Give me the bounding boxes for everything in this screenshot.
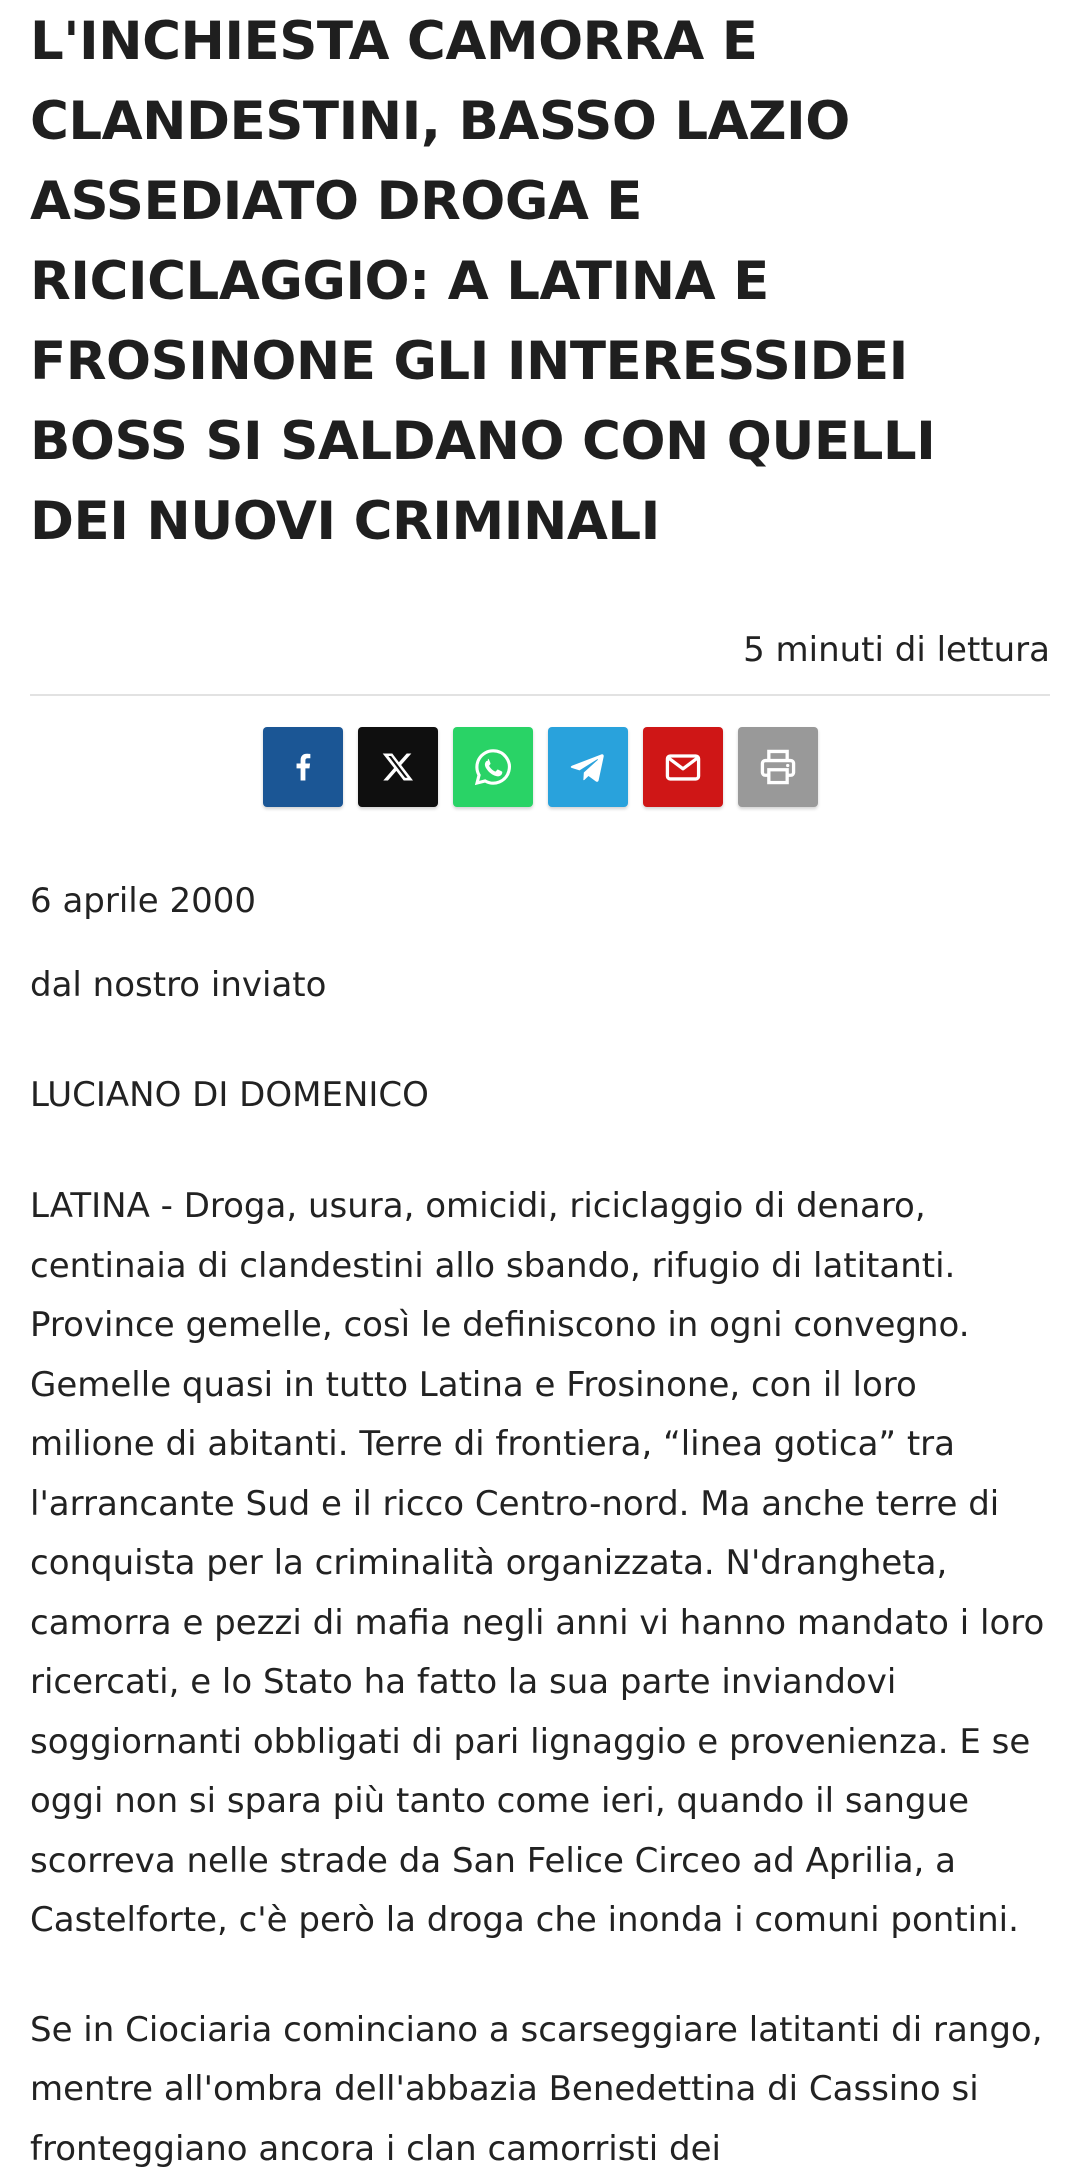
article-author: LUCIANO DI DOMENICO — [30, 1073, 1050, 1117]
share-bar — [30, 727, 1050, 807]
divider — [30, 694, 1050, 696]
share-facebook-button[interactable] — [263, 727, 343, 807]
article-dateline: dal nostro inviato — [30, 963, 1050, 1007]
article-paragraph: LATINA - Droga, usura, omicidi, riciclaggio di denaro, centinaia di clandestini allo sbando, rifugio di latitanti. Province gemelle, così le definiscono in ogni convegno. Gemelle quasi in tutto Latina e Frosinone, con il loro milione di abitanti. Terre di frontiera, “linea gotica” tra l'arrancante Sud e il ricco Centro-nord. Ma anche terre di conquista per la criminalità organizzata. N'drangheta, camorra e pezzi di mafia negli anni vi hanno mandato i loro ricercati, e lo Stato ha fatto la sua parte inviandovi soggiornanti obbligati di pari lignaggio e provenienza. E se oggi non si spara più tanto come ieri, quando il sangue scorreva nelle strade da San Felice Circeo ad Aprilia, a Castelforte, c'è però la droga che inonda i comuni pontini. — [30, 1177, 1050, 1951]
share-telegram-button[interactable] — [548, 727, 628, 807]
article-date: 6 aprile 2000 — [30, 879, 1050, 923]
article-paragraph: Se in Ciociaria cominciano a scarseggiare latitanti di rango, mentre all'ombra dell'abbazia Benedettina di Cassino si fronteggiano ancora i clan camorristi dei — [30, 2001, 1050, 2179]
article-headline: L'INCHIESTA CAMORRA E CLANDESTINI, BASSO LAZIO ASSEDIATO DROGA E RICICLAGGIO: A LATINA E FROSINONE GLI INTERESSIDEI BOSS SI SALDANO CON QUELLI DEI NUOVI CRIMINALI — [30, 0, 1050, 562]
facebook-icon — [285, 749, 321, 785]
share-email-button[interactable] — [643, 727, 723, 807]
share-whatsapp-button[interactable] — [453, 727, 533, 807]
print-icon — [756, 745, 800, 789]
share-x-button[interactable] — [358, 727, 438, 807]
print-button[interactable] — [738, 727, 818, 807]
reading-time: 5 minuti di lettura — [30, 628, 1050, 672]
x-icon — [380, 749, 416, 785]
article-body — [30, 1177, 1050, 2179]
telegram-icon — [568, 747, 608, 787]
mail-icon — [661, 745, 705, 789]
whatsapp-icon — [471, 745, 515, 789]
